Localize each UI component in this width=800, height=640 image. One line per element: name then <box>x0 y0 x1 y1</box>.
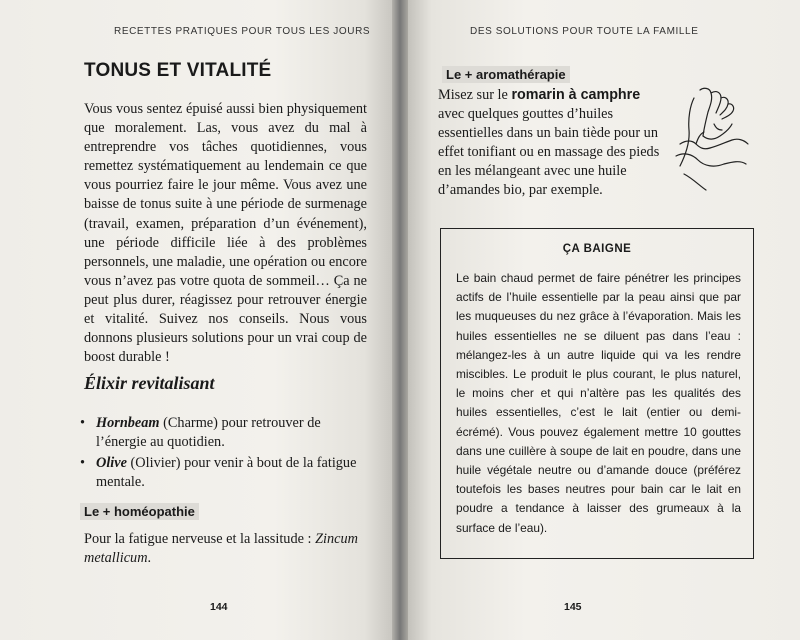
list-item <box>78 414 370 452</box>
aromatherapy-paragraph <box>438 86 662 201</box>
bath-info-box <box>440 228 754 559</box>
homeopathy-remedy: Zincum metallicum <box>84 531 358 567</box>
homeopathy-tag: Le + homéopathie <box>80 503 199 520</box>
bullet-icon: • <box>80 455 86 472</box>
intro-paragraph: Vous vous sentez épuisé aussi bien physiquement que moralement. Las, vous avez du mal à entreprendre vos tâches quotidiennes, vous remettez systématiquement au lendemain ce que vous pourriez faire le jour même. Vous avez une baisse de tonus suite à une période de surmenage (travail, examen, préparation d’un événement), une période difficile liée à des problèmes personnels, une maladie, une opération ou encore vous n’avez pas votre quota de sommeil… Ça ne peut plus durer, réagissez pour retrouver énergie et vitalité. Suivez nos conseils. Nous vous donnons plusieurs solutions pour un vrai coup de boost durable ! <box>84 101 367 366</box>
elixir-subtitle: Élixir revitalisant <box>84 373 215 393</box>
page-number: 145 <box>564 601 582 613</box>
remedy-term: Hornbeam <box>96 415 160 431</box>
homeopathy-end: . <box>147 550 152 567</box>
page-number: 144 <box>210 601 228 613</box>
aroma-text-start: Misez sur le <box>438 87 512 103</box>
running-head: RECETTES PRATIQUES POUR TOUS LES JOURS <box>114 26 371 37</box>
homeopathy-paragraph <box>84 530 367 568</box>
foot-massage-illustration <box>670 84 752 192</box>
box-title: ÇA BAIGNE <box>562 243 632 255</box>
aromatherapy-tag: Le + aromathérapie <box>442 66 570 83</box>
right-page <box>408 0 800 640</box>
book-gutter <box>392 0 408 640</box>
remedy-description: (Charme) pour retrouver de l’énergie au quotidien. <box>96 415 321 451</box>
bullet-icon: • <box>80 415 86 431</box>
left-page <box>0 0 392 640</box>
remedy-list <box>78 414 370 494</box>
aroma-text-end: avec quelques gouttes d’huiles essentielles dans un bain tiède pour un effet tonifiant ou en massage des pieds en les mélangeant avec une huile d’amandes bio, par exemple. <box>438 106 660 199</box>
remedy-description: (Olivier) pour venir à bout de la fatigue mentale. <box>96 455 357 491</box>
box-text: Le bain chaud permet de faire pénétrer les principes actifs de l’huile essentielle par la peau ainsi que par les muqueuses du nez grâce à l’évaporation. Mais les huiles essentielles ne se diluent pas dans l’eau : mélangez-les à un autre liquide qui va les rendre miscibles. Le produit le plus courant, le plus naturel, le moins cher et qui n’altère pas les qualités des huiles essentielles, c’est le lait (entier ou demi-écrémé). Vous pouvez également mettre 10 gouttes dans une cuillère à soupe de lait en poudre, dans une huile végétale neutre ou d’amande douce (préférez toutefois les bases neutres pour bain car le lait en poudre a tendance à laisser des grumeaux à la surface de l’eau). <box>456 271 741 535</box>
list-item <box>78 454 370 492</box>
remedy-term: Olive <box>96 455 127 472</box>
aroma-highlight: romarin à camphre <box>511 87 641 103</box>
running-head: DES SOLUTIONS POUR TOUTE LA FAMILLE <box>470 26 699 37</box>
homeopathy-text: Pour la fatigue nerveuse et la lassitude : <box>84 531 316 547</box>
section-title: TONUS ET VITALITÉ <box>84 60 272 81</box>
